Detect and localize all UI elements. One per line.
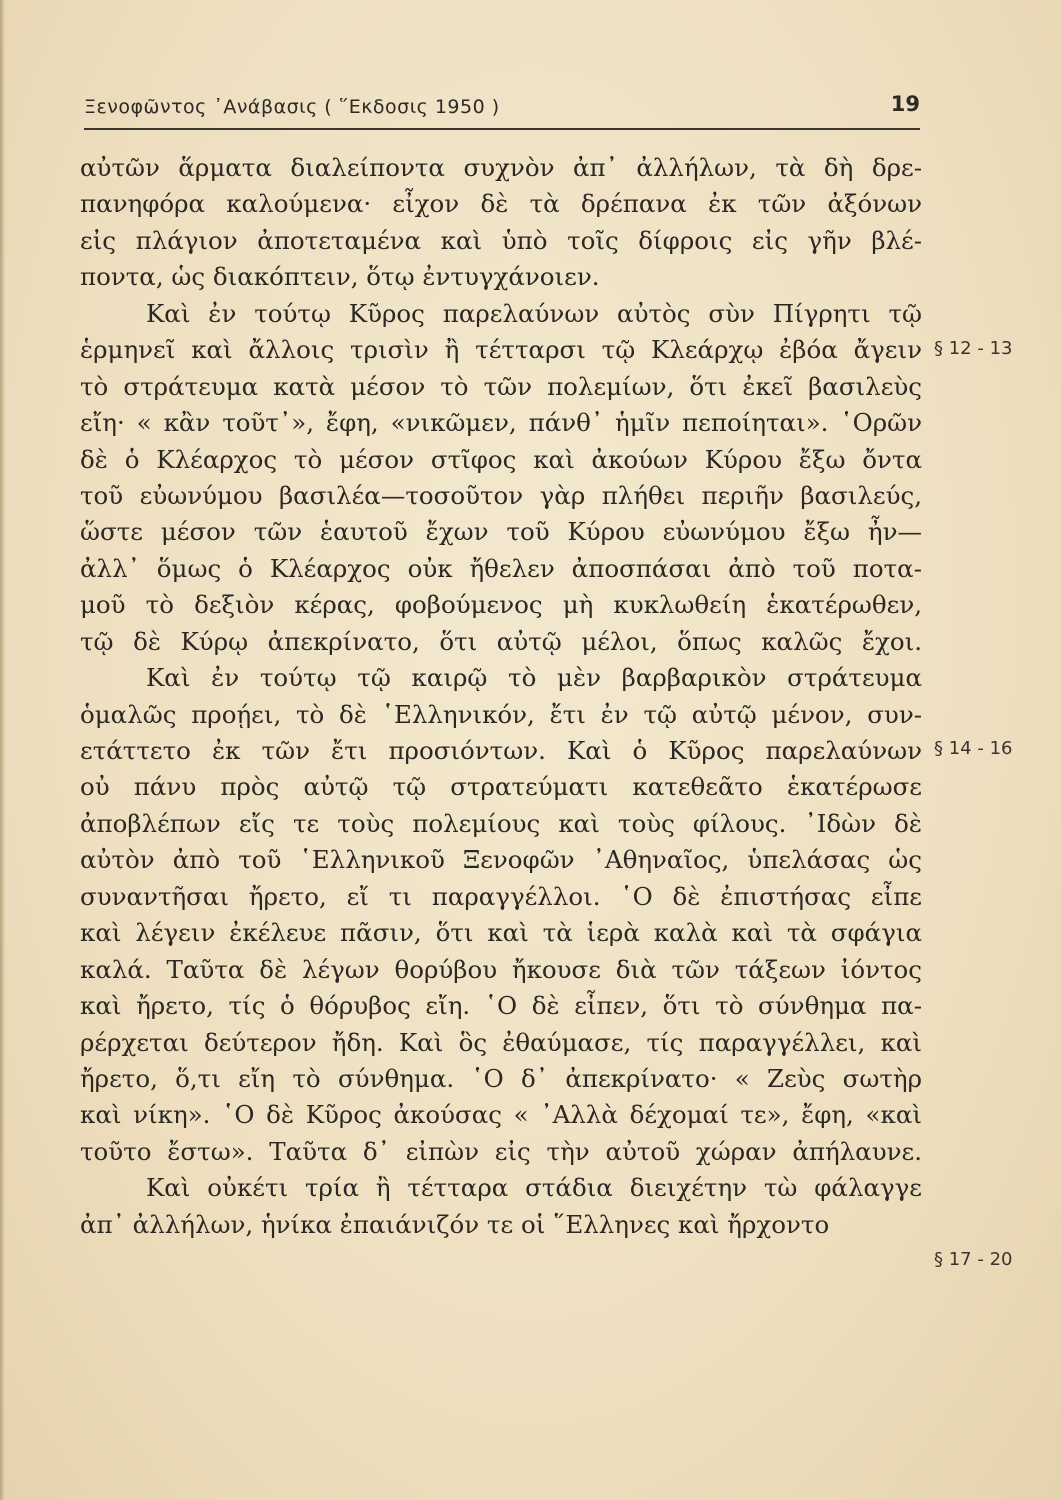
text-line: Καὶ ἐν τούτῳ Κῦρος παρελαύνων αὐτὸς σὺν Πίγρητι τῷ bbox=[146, 298, 922, 328]
text-line: Καὶ οὐκέτι τρία ἢ τέτταρα στάδια διειχέτην τὼ φάλαγγε bbox=[146, 1173, 922, 1203]
margin-section-ref: § 12 - 13 bbox=[934, 338, 1013, 359]
text-line: δὲ ὁ Κλέαρχος τὸ μέσον στῖφος καὶ ἀκούων Κύρου ἔξω ὄντα bbox=[80, 444, 922, 474]
text-line: ἀλλ᾿ ὅμως ὁ Κλέαρχος οὐκ ἤθελεν ἀποσπάσαι ἀπὸ τοῦ ποτα- bbox=[80, 553, 922, 583]
header-rule bbox=[84, 128, 920, 130]
running-header bbox=[84, 92, 920, 126]
text-line: τῷ δὲ Κύρῳ ἀπεκρίνατο, ὅτι αὐτῷ μέλοι, ὅπως καλῶς ἔχοι. bbox=[80, 626, 922, 656]
text-line: ἤρετο, ὅ,τι εἴη τὸ σύνθημα. ῾Ο δ᾿ ἀπεκρίνατο· « Ζεὺς σωτὴρ bbox=[80, 1063, 922, 1093]
text-line: ποντα, ὡς διακόπτειν, ὅτῳ ἐντυγχάνοιεν. bbox=[80, 262, 600, 292]
text-line: εἰς πλάγιον ἀποτεταμένα καὶ ὑπὸ τοῖς δίφροις εἰς γῆν βλέ- bbox=[80, 225, 922, 255]
margin-section-ref: § 17 - 20 bbox=[934, 1249, 1013, 1270]
text-line: ἑρμηνεῖ καὶ ἄλλοις τρισὶν ἢ τέτταρσι τῷ Κλεάρχῳ ἐβόα ἄγειν bbox=[80, 335, 922, 365]
text-line: Καὶ ἐν τούτῳ τῷ καιρῷ τὸ μὲν βαρβαρικὸν στράτευμα bbox=[146, 663, 922, 693]
text-line: εἴη· « κἂν τοῦτ᾿», ἔφη, «νικῶμεν, πάνθ᾿ ἡμῖν πεποίηται». ῾Ορῶν bbox=[80, 408, 922, 438]
text-line: πανηφόρα καλούμενα· εἶχον δὲ τὰ δρέπανα ἐκ τῶν ἀξόνων bbox=[80, 189, 922, 219]
header-title: Ξενοφῶντος ᾿Ανάβασις ( ῞Εκδοσις 1950 ) bbox=[84, 96, 500, 118]
text-line: τοῦτο ἔστω». Ταῦτα δ᾿ εἰπὼν εἰς τὴν αὐτοῦ χώραν ἀπήλαυνε. bbox=[80, 1136, 922, 1166]
text-line: αὐτὸν ἀπὸ τοῦ ῾Ελληνικοῦ Ξενοφῶν ᾿Αθηναῖος, ὑπελάσας ὡς bbox=[80, 845, 922, 875]
text-line: ρέρχεται δεύτερον ἤδη. Καὶ ὃς ἐθαύμασε, τίς παραγγέλλει, καὶ bbox=[80, 1027, 922, 1057]
text-line: καλά. Ταῦτα δὲ λέγων θορύβου ἤκουσε διὰ τῶν τάξεων ἰόντος bbox=[80, 954, 922, 984]
page-edge bbox=[0, 0, 5, 1500]
text-line: τὸ στράτευμα κατὰ μέσον τὸ τῶν πολεμίων, ὅτι ἐκεῖ βασιλεὺς bbox=[80, 371, 922, 401]
margin-section-ref: § 14 - 16 bbox=[934, 738, 1013, 759]
text-line: ὥστε μέσον τῶν ἑαυτοῦ ἔχων τοῦ Κύρου εὐωνύμου ἔξω ἦν— bbox=[80, 517, 922, 547]
text-line: καὶ ἤρετο, τίς ὁ θόρυβος εἴη. ῾Ο δὲ εἶπεν, ὅτι τὸ σύνθημα πα- bbox=[80, 991, 922, 1021]
text-line: αὐτῶν ἅρματα διαλείποντα συχνὸν ἀπ᾿ ἀλλήλων, τὰ δὴ δρε- bbox=[80, 153, 922, 182]
page-number: 19 bbox=[890, 92, 920, 116]
text-line: ετάττετο ἐκ τῶν ἔτι προσιόντων. Καὶ ὁ Κῦρος παρελαύνων bbox=[80, 736, 922, 765]
text-line: ἀπ᾿ ἀλλήλων, ἡνίκα ἐπαιάνιζόν τε οἱ ῞Ελληνες καὶ ἤρχοντο bbox=[80, 1209, 830, 1239]
text-line: καὶ νίκη». ῾Ο δὲ Κῦρος ἀκούσας « ᾿Αλλὰ δέχομαί τε», ἔφη, «καὶ bbox=[80, 1100, 922, 1130]
text-line: καὶ λέγειν ἐκέλευε πᾶσιν, ὅτι καὶ τὰ ἱερὰ καλὰ καὶ τὰ σφάγια bbox=[80, 918, 922, 948]
main-text bbox=[80, 150, 922, 1243]
text-line: μοῦ τὸ δεξιὸν κέρας, φοβούμενος μὴ κυκλωθείη ἑκατέρωθεν, bbox=[80, 590, 922, 620]
text-line: οὐ πάνυ πρὸς αὐτῷ τῷ στρατεύματι κατεθεᾶτο ἑκατέρωσε bbox=[80, 772, 922, 802]
text-line: τοῦ εὐωνύμου βασιλέα—τοσοῦτον γὰρ πλήθει περιῆν βασιλεύς, bbox=[80, 480, 922, 510]
text-line: συναντῆσαι ἤρετο, εἴ τι παραγγέλλοι. ῾Ο δὲ ἐπιστήσας εἶπε bbox=[80, 881, 922, 911]
text-line: ἀποβλέπων εἴς τε τοὺς πολεμίους καὶ τοὺς φίλους. ᾿Ιδὼν δὲ bbox=[80, 808, 922, 838]
text-line: ὁμαλῶς προῄει, τὸ δὲ ῾Ελληνικόν, ἔτι ἐν τῷ αὐτῷ μένον, συν- bbox=[80, 699, 922, 729]
